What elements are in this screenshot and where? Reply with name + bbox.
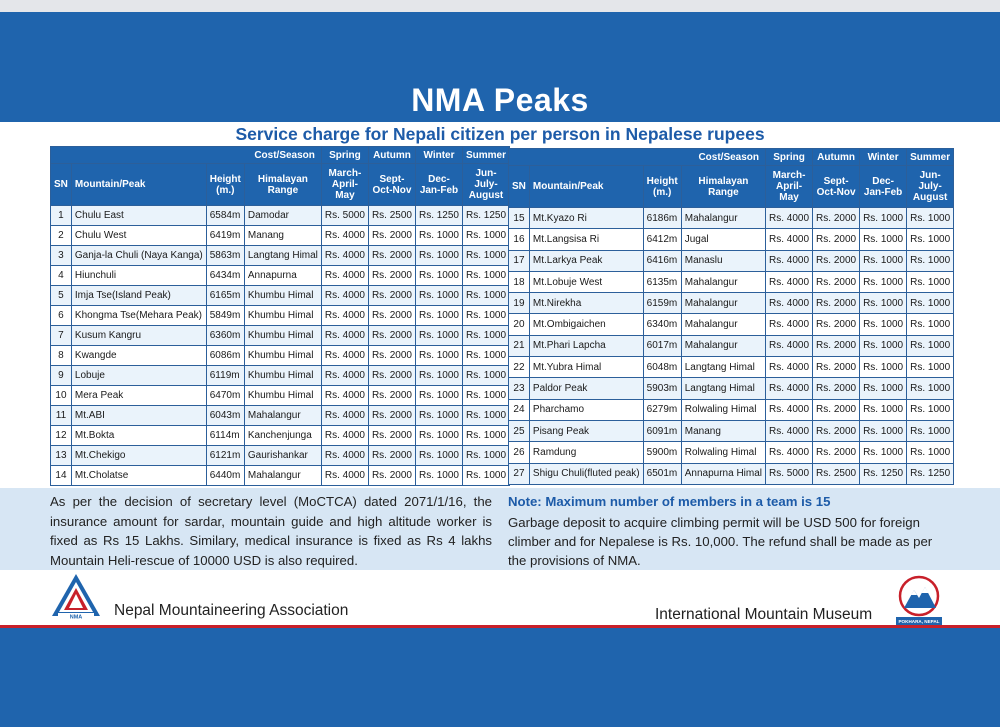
peak-height: 6501m [643,463,681,484]
price-spring: Rs. 4000 [321,266,368,286]
price-autumn: Rs. 2000 [813,420,860,441]
peak-range: Khumbu Himal [244,386,321,406]
price-spring: Rs. 4000 [766,420,813,441]
table-row [51,366,510,386]
peak-sn: 19 [509,293,530,314]
price-winter: Rs. 1000 [860,250,907,271]
peak-range: Khumbu Himal [244,346,321,366]
peak-height: 6121m [206,446,244,466]
peak-height: 6434m [206,266,244,286]
price-autumn: Rs. 2000 [813,293,860,314]
peak-name: Hiunchuli [71,266,206,286]
header-height: Height (m.) [206,164,244,206]
price-summer: Rs. 1000 [463,466,510,486]
price-winter: Rs. 1250 [860,463,907,484]
price-summer: Rs. 1000 [463,226,510,246]
peak-sn: 17 [509,250,530,271]
price-spring: Rs. 4000 [321,386,368,406]
price-summer: Rs. 1000 [907,250,954,271]
header-spring: Spring [766,149,813,166]
header-winter-months: Dec-Jan-Feb [415,164,462,206]
price-summer: Rs. 1000 [463,306,510,326]
price-autumn: Rs. 2000 [368,426,415,446]
price-spring: Rs. 4000 [766,399,813,420]
price-spring: Rs. 4000 [766,250,813,271]
price-autumn: Rs. 2000 [813,442,860,463]
header-spring-months: March-April-May [321,164,368,206]
table-row [51,386,510,406]
peak-name: Mt.Ombigaichen [529,314,643,335]
price-summer: Rs. 1000 [463,406,510,426]
price-winter: Rs. 1000 [860,208,907,229]
price-summer: Rs. 1000 [907,335,954,356]
peak-height: 6412m [643,229,681,250]
peak-sn: 13 [51,446,72,466]
price-spring: Rs. 4000 [321,286,368,306]
price-autumn: Rs. 2000 [368,446,415,466]
price-spring: Rs. 4000 [321,366,368,386]
header-range: Himalayan Range [244,164,321,206]
peak-name: Mt.Lobuje West [529,271,643,292]
peak-name: Chulu East [71,206,206,226]
price-summer: Rs. 1000 [463,266,510,286]
price-summer: Rs. 1000 [907,442,954,463]
header-sn: SN [509,166,530,208]
peak-range: Mahalangur [681,314,765,335]
peak-name: Mt.Cholatse [71,466,206,486]
peak-range: Manang [681,420,765,441]
price-winter: Rs. 1000 [415,226,462,246]
peak-height: 6416m [643,250,681,271]
peak-height: 6165m [206,286,244,306]
peak-height: 6440m [206,466,244,486]
price-summer: Rs. 1000 [463,326,510,346]
peak-range: Khumbu Himal [244,366,321,386]
peak-height: 6048m [643,357,681,378]
table-row [51,326,510,346]
header-autumn-months: Sept-Oct-Nov [813,166,860,208]
peak-name: Imja Tse(Island Peak) [71,286,206,306]
price-autumn: Rs. 2000 [368,266,415,286]
garbage-deposit-note: Garbage deposit to acquire climbing permit will be USD 500 for foreign climber and for Nepalese is Rs. 10,000. The refund shall be made as per the provisions of NMA. [508,515,933,568]
price-spring: Rs. 5000 [766,463,813,484]
price-spring: Rs. 4000 [321,406,368,426]
peak-sn: 27 [509,463,530,484]
price-spring: Rs. 5000 [321,206,368,226]
price-winter: Rs. 1000 [860,399,907,420]
peak-range: Damodar [244,206,321,226]
price-summer: Rs. 1000 [907,399,954,420]
peak-height: 5900m [643,442,681,463]
peak-range: Langtang Himal [244,246,321,266]
table-row [509,378,954,399]
price-autumn: Rs. 2000 [813,378,860,399]
peak-name: Chulu West [71,226,206,246]
peak-sn: 5 [51,286,72,306]
price-autumn: Rs. 2500 [813,463,860,484]
header-autumn: Autumn [368,147,415,164]
header-winter-months: Dec-Jan-Feb [860,166,907,208]
max-members-note: Note: Maximum number of members in a team is 15 [508,494,831,509]
table-row [51,246,510,266]
header-spring-months: March-April-May [766,166,813,208]
table-row [51,426,510,446]
peak-range: Manaslu [681,250,765,271]
peak-height: 6279m [643,399,681,420]
peak-name: Mt.Phari Lapcha [529,335,643,356]
insurance-note: As per the decision of secretary level (MoCTCA) dated 2071/1/16, the insurance amount for sardar, mountain guide and high altitude worker is fixed as Rs 15 Lakhs. Similary, medical insurance is fixed as Rs 4 lakhs Mountain Heli-rescue of 10000 USD is also required. [50,494,492,568]
price-winter: Rs. 1000 [860,378,907,399]
peak-sn: 10 [51,386,72,406]
price-autumn: Rs. 2000 [368,406,415,426]
header-sn: SN [51,164,72,206]
peak-range: Mahalangur [681,293,765,314]
price-autumn: Rs. 2000 [813,229,860,250]
peak-range: Mahalangur [681,271,765,292]
table-row [509,463,954,484]
peak-range: Mahalangur [681,335,765,356]
price-spring: Rs. 4000 [321,346,368,366]
peak-range: Jugal [681,229,765,250]
header-range: Himalayan Range [681,166,765,208]
price-autumn: Rs. 2000 [813,314,860,335]
price-spring: Rs. 4000 [766,208,813,229]
price-spring: Rs. 4000 [766,442,813,463]
price-winter: Rs. 1000 [860,229,907,250]
peak-height: 6340m [643,314,681,335]
peak-range: Rolwaling Himal [681,442,765,463]
peak-range: Khumbu Himal [244,286,321,306]
peak-height: 5903m [643,378,681,399]
peak-name: Mt.Nirekha [529,293,643,314]
table-row [51,446,510,466]
price-autumn: Rs. 2000 [368,386,415,406]
price-spring: Rs. 4000 [321,446,368,466]
price-winter: Rs. 1000 [860,420,907,441]
header-cost-season: Cost/Season [51,147,322,164]
header-winter: Winter [415,147,462,164]
peak-sn: 8 [51,346,72,366]
peak-sn: 2 [51,226,72,246]
peak-range: Langtang Himal [681,357,765,378]
price-winter: Rs. 1000 [860,314,907,335]
peak-name: Mt.Chekigo [71,446,206,466]
table-row [51,266,510,286]
museum-logo-icon [890,574,948,626]
price-autumn: Rs. 2000 [368,346,415,366]
price-spring: Rs. 4000 [766,357,813,378]
museum-name: International Mountain Museum [655,606,873,623]
peak-sn: 16 [509,229,530,250]
table-row [509,229,954,250]
table-row [51,306,510,326]
peak-sn: 9 [51,366,72,386]
nma-logo-icon [50,572,102,620]
peak-range: Manang [244,226,321,246]
header-summer: Summer [463,147,510,164]
table-row [509,442,954,463]
price-winter: Rs. 1000 [415,466,462,486]
table-row [509,293,954,314]
price-winter: Rs. 1000 [415,326,462,346]
price-autumn: Rs. 2000 [813,399,860,420]
peak-range: Kanchenjunga [244,426,321,446]
peak-name: Mt.Yubra Himal [529,357,643,378]
peak-range: Mahalangur [244,406,321,426]
peak-name: Mt.Langsisa Ri [529,229,643,250]
table-row [51,206,510,226]
table-row [51,466,510,486]
peak-name: Lobuje [71,366,206,386]
price-summer: Rs. 1000 [463,446,510,466]
price-autumn: Rs. 2000 [368,226,415,246]
peak-name: Mera Peak [71,386,206,406]
peak-name: Ganja-la Chuli (Naya Kanga) [71,246,206,266]
price-spring: Rs. 4000 [766,335,813,356]
price-autumn: Rs. 2000 [368,366,415,386]
peak-sn: 18 [509,271,530,292]
price-spring: Rs. 4000 [766,314,813,335]
price-autumn: Rs. 2000 [813,250,860,271]
peak-name: Pisang Peak [529,420,643,441]
price-summer: Rs. 1000 [463,366,510,386]
peak-height: 6114m [206,426,244,446]
table-row [51,406,510,426]
peak-name: Pharchamo [529,399,643,420]
table-row [509,399,954,420]
price-summer: Rs. 1000 [463,346,510,366]
header-height: Height (m.) [643,166,681,208]
peak-sn: 14 [51,466,72,486]
price-autumn: Rs. 2500 [368,206,415,226]
price-summer: Rs. 1000 [463,426,510,446]
peak-range: Gaurishankar [244,446,321,466]
table-row [509,420,954,441]
table-row [509,208,954,229]
peak-name: Mt.Kyazo Ri [529,208,643,229]
peak-name: Mt.Larkya Peak [529,250,643,271]
table-row [509,271,954,292]
price-winter: Rs. 1000 [860,357,907,378]
price-spring: Rs. 4000 [766,378,813,399]
price-autumn: Rs. 2000 [813,357,860,378]
price-winter: Rs. 1000 [860,271,907,292]
peak-sn: 1 [51,206,72,226]
table-row [51,286,510,306]
museum-logo-text: POKHARA, NEPAL [898,619,940,624]
price-spring: Rs. 4000 [321,226,368,246]
table-row [509,335,954,356]
peak-sn: 24 [509,399,530,420]
price-autumn: Rs. 2000 [368,306,415,326]
price-winter: Rs. 1000 [415,446,462,466]
peak-sn: 4 [51,266,72,286]
top-strip [0,0,1000,12]
peak-sn: 7 [51,326,72,346]
peaks-table-left [50,146,510,486]
table-row [509,250,954,271]
price-winter: Rs. 1000 [860,442,907,463]
peak-sn: 3 [51,246,72,266]
peak-name: Mt.ABI [71,406,206,426]
price-winter: Rs. 1000 [415,386,462,406]
price-summer: Rs. 1000 [907,229,954,250]
header-cost-season: Cost/Season [509,149,766,166]
price-summer: Rs. 1000 [907,208,954,229]
price-summer: Rs. 1250 [463,206,510,226]
table-row [51,226,510,246]
price-summer: Rs. 1000 [463,286,510,306]
price-spring: Rs. 4000 [321,466,368,486]
peaks-table-right [508,148,954,485]
nma-name: Nepal Mountaineering Association [114,602,349,619]
peak-range: Rolwaling Himal [681,399,765,420]
peak-range: Mahalangur [244,466,321,486]
peak-height: 6135m [643,271,681,292]
price-summer: Rs. 1000 [907,314,954,335]
peak-name: Mt.Bokta [71,426,206,446]
header-autumn-months: Sept-Oct-Nov [368,164,415,206]
peak-range: Annapurna Himal [681,463,765,484]
price-winter: Rs. 1250 [415,206,462,226]
price-winter: Rs. 1000 [415,366,462,386]
price-autumn: Rs. 2000 [813,271,860,292]
price-winter: Rs. 1000 [415,286,462,306]
table-row [51,346,510,366]
nma-logo-text: NMA [69,614,83,620]
price-winter: Rs. 1000 [415,246,462,266]
price-summer: Rs. 1000 [907,378,954,399]
price-summer: Rs. 1000 [463,386,510,406]
peak-name: Kwangde [71,346,206,366]
table-row [509,357,954,378]
price-summer: Rs. 1000 [907,293,954,314]
header-mountain: Mountain/Peak [529,166,643,208]
header-winter: Winter [860,149,907,166]
peak-height: 5863m [206,246,244,266]
price-summer: Rs. 1000 [907,271,954,292]
header-autumn: Autumn [813,149,860,166]
price-autumn: Rs. 2000 [368,286,415,306]
header-summer-months: Jun-July-August [907,166,954,208]
header-summer: Summer [907,149,954,166]
price-spring: Rs. 4000 [321,426,368,446]
header-summer-months: Jun-July-August [463,164,510,206]
peak-sn: 15 [509,208,530,229]
bottom-band [0,628,1000,727]
peak-sn: 26 [509,442,530,463]
price-winter: Rs. 1000 [415,306,462,326]
page-subtitle: Service charge for Nepali citizen per person in Nepalese rupees [235,124,765,144]
price-winter: Rs. 1000 [415,346,462,366]
peak-height: 5849m [206,306,244,326]
peak-height: 6159m [643,293,681,314]
peak-height: 6419m [206,226,244,246]
peak-height: 6186m [643,208,681,229]
peak-range: Khumbu Himal [244,306,321,326]
header-mountain: Mountain/Peak [71,164,206,206]
peak-sn: 23 [509,378,530,399]
price-autumn: Rs. 2000 [813,208,860,229]
price-autumn: Rs. 2000 [368,466,415,486]
price-winter: Rs. 1000 [860,293,907,314]
price-autumn: Rs. 2000 [813,335,860,356]
peak-height: 6119m [206,366,244,386]
price-summer: Rs. 1000 [463,246,510,266]
peak-name: Paldor Peak [529,378,643,399]
peak-name: Ramdung [529,442,643,463]
price-winter: Rs. 1000 [415,426,462,446]
page-title: NMA Peaks [411,82,589,118]
peak-height: 6470m [206,386,244,406]
peak-sn: 20 [509,314,530,335]
peak-height: 6043m [206,406,244,426]
price-spring: Rs. 4000 [321,326,368,346]
peak-sn: 21 [509,335,530,356]
price-autumn: Rs. 2000 [368,326,415,346]
peak-range: Annapurna [244,266,321,286]
price-winter: Rs. 1000 [415,406,462,426]
peak-range: Mahalangur [681,208,765,229]
peak-height: 6086m [206,346,244,366]
peak-range: Langtang Himal [681,378,765,399]
price-spring: Rs. 4000 [766,293,813,314]
table-row [509,314,954,335]
peak-sn: 12 [51,426,72,446]
price-spring: Rs. 4000 [766,229,813,250]
price-winter: Rs. 1000 [415,266,462,286]
price-spring: Rs. 4000 [321,306,368,326]
header-spring: Spring [321,147,368,164]
peak-height: 6091m [643,420,681,441]
peak-sn: 22 [509,357,530,378]
peak-name: Kusum Kangru [71,326,206,346]
price-spring: Rs. 4000 [766,271,813,292]
peak-height: 6360m [206,326,244,346]
price-spring: Rs. 4000 [321,246,368,266]
price-summer: Rs. 1000 [907,357,954,378]
price-autumn: Rs. 2000 [368,246,415,266]
price-summer: Rs. 1000 [907,420,954,441]
price-summer: Rs. 1250 [907,463,954,484]
peak-sn: 25 [509,420,530,441]
peak-name: Khongma Tse(Mehara Peak) [71,306,206,326]
peak-name: Shigu Chuli(fluted peak) [529,463,643,484]
peak-sn: 11 [51,406,72,426]
price-winter: Rs. 1000 [860,335,907,356]
peak-sn: 6 [51,306,72,326]
peak-range: Khumbu Himal [244,326,321,346]
peak-height: 6017m [643,335,681,356]
peak-height: 6584m [206,206,244,226]
